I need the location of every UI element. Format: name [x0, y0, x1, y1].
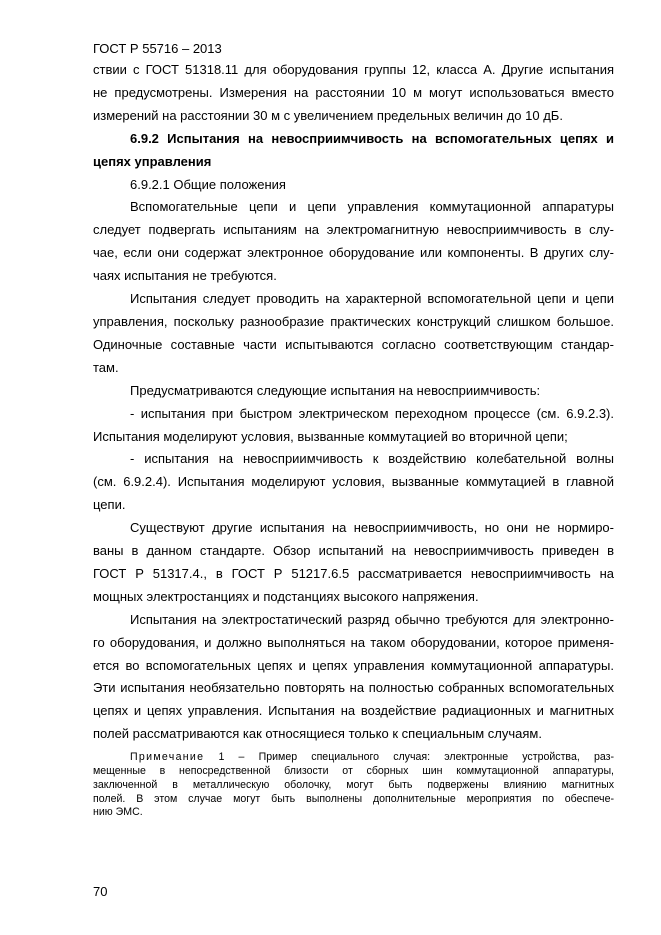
- text-line: мощных электростанциях и подстанциях высокого напряжения.: [93, 588, 479, 604]
- text-line: чаях испытания не требуются.: [93, 268, 277, 284]
- text-line: ГОСТ Р 51317.4., в ГОСТ Р 51217.6.5 рассматривается невосприимчивость на: [93, 565, 614, 581]
- note-line: [93, 751, 614, 765]
- text-line: Испытания следует проводить на характерной вспомогательной цепи и цепи: [130, 291, 614, 307]
- text-line: там.: [93, 359, 119, 375]
- text-line: цепях и цепях управления. Испытания на воздействие радиационных и магнитных: [93, 703, 614, 719]
- list-item: - испытания при быстром электрическом переходном процессе (см. 6.9.2.3).: [130, 405, 614, 421]
- text-line: ствии с ГОСТ 51318.11 для оборудования группы 12, класса А. Другие испытания: [93, 62, 614, 77]
- text-line: Одиночные составные части испытываются согласно соответствующим стандар-: [93, 336, 614, 352]
- body-text: [93, 59, 614, 820]
- text-line: Существуют другие испытания на невосприимчивость, но они не нормиро-: [130, 520, 614, 536]
- text-line: Эти испытания необязательно повторять на полностью собранных вспомогательных: [93, 680, 614, 696]
- note-line: полей. В этом случае могут быть выполнены дополнительные мероприятия по обеспече-: [93, 792, 614, 805]
- document-header: ГОСТ Р 55716 – 2013: [93, 41, 222, 56]
- note-line: заключенной в металлическую оболочку, могут быть подвержены влиянию магнитных: [93, 778, 614, 791]
- text-line: ваны в данном стандарте. Обзор испытаний на невосприимчивость приведен в: [93, 543, 614, 559]
- text-line: измерений на расстоянии 30 м с увеличением предельных величин до 10 дБ.: [93, 107, 563, 123]
- subsection-heading: 6.9.2.1 Общие положения: [130, 176, 286, 192]
- section-heading: 6.9.2 Испытания на невосприимчивость на вспомогательных цепях и: [130, 130, 614, 146]
- text-line: Вспомогательные цепи и цепи управления коммутационной аппаратуры: [130, 199, 614, 215]
- text-line: (см. 6.9.2.4). Испытания моделируют условия, вызванные коммутацией в главной: [93, 474, 614, 490]
- page-number: 70: [93, 884, 108, 899]
- text-line: го оборудования, и должно выполняться на таком оборудовании, которое применя-: [93, 634, 614, 650]
- text-line: не предусмотрены. Измерения на расстоянии 10 м могут использоваться вместо: [93, 84, 614, 100]
- text-line: следует подвергать испытаниям на электромагнитную невосприимчивость в слу-: [93, 222, 614, 238]
- text-line: полей рассматриваются как относящиеся только к специальным случаям.: [93, 726, 542, 742]
- text-line: управления, поскольку разнообразие практических конструкций слишком большое.: [93, 313, 614, 329]
- text-line: цепи.: [93, 497, 126, 513]
- text-line: Предусматриваются следующие испытания на невосприимчивость:: [130, 382, 541, 398]
- note-line: мещенные в непосредственной близости от сборных шин коммутационной аппаратуры,: [93, 764, 614, 777]
- text-line: чае, если они содержат электронное оборудование или компоненты. В других слу-: [93, 245, 614, 261]
- text-line: ется во вспомогательных цепях и цепях управления коммутационной аппаратуры.: [93, 657, 614, 673]
- text-line: Испытания моделируют условия, вызванные коммутацией во вторичной цепи;: [93, 428, 568, 444]
- note-text: 1 – Пример специального случая: электронные устройства, раз-: [204, 751, 614, 764]
- note-label: Примечание: [130, 751, 205, 764]
- note-block: [93, 751, 614, 820]
- note-line: нию ЭМС.: [93, 806, 143, 819]
- list-item: - испытания на невосприимчивость к воздействию колебательной волны: [130, 451, 614, 467]
- text-line: Испытания на электростатический разряд обычно требуются для электронно-: [130, 611, 614, 627]
- section-heading: цепях управления: [93, 153, 212, 169]
